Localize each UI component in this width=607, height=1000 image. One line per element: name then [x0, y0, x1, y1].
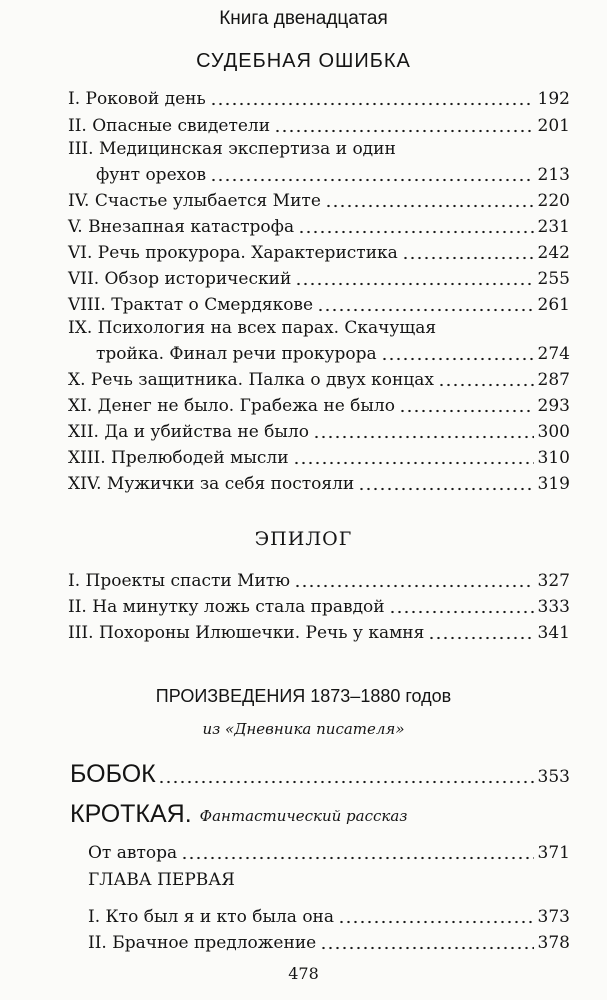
toc-entry[interactable] [68, 566, 570, 592]
works-title: ПРОИЗВЕДЕНИЯ 1873–1880 годов [155, 686, 452, 706]
entry-page: 373 [537, 907, 570, 927]
dot-leader [295, 268, 533, 286]
entry-page: 353 [537, 767, 570, 787]
dot-leader [210, 88, 534, 106]
entry-title: I. Роковой день [68, 89, 206, 109]
entry-title: VIII. Трактат о Смердякове [68, 295, 314, 315]
toc-entry[interactable] [68, 290, 570, 316]
entry-title: V. Внезапная катастрофа [68, 217, 295, 237]
entry-title: БОБОК [70, 760, 156, 788]
entry-page: 242 [537, 243, 570, 263]
toc-entry[interactable] [88, 902, 570, 928]
entry-title-line1: III. Медицинская экспертиза и один [68, 139, 396, 159]
entry-page: 213 [537, 165, 570, 185]
entry-page: 287 [537, 370, 570, 390]
dot-leader [402, 242, 534, 260]
entry-title: I. Проекты спасти Митю [68, 571, 291, 591]
dot-leader [317, 294, 533, 312]
entry-title: II. На минутку ложь стала правдой [68, 597, 385, 617]
page-number: 478 [288, 964, 319, 983]
dot-leader [381, 343, 534, 361]
toc-entry[interactable] [68, 238, 570, 264]
dot-leader [298, 216, 533, 234]
entry-page: 300 [537, 422, 570, 442]
toc-entry[interactable] [68, 417, 570, 443]
entry-page: 333 [537, 597, 570, 617]
entry-title: III. Похороны Илюшечки. Речь у камня [68, 623, 425, 643]
dot-leader [320, 932, 533, 950]
toc-entry[interactable] [68, 592, 570, 618]
toc-entry[interactable] [68, 391, 570, 417]
entry-page: 293 [537, 396, 570, 416]
krotkaya-title: КРОТКАЯ. [70, 800, 192, 828]
entry-page: 274 [537, 344, 570, 364]
toc-entry[interactable] [96, 339, 570, 365]
toc-entry[interactable] [68, 469, 570, 495]
entry-title: От автора [88, 843, 178, 863]
toc-entry[interactable] [68, 443, 570, 469]
dot-leader [358, 473, 533, 491]
toc-entry[interactable] [68, 84, 570, 110]
entry-title: II. Брачное предложение [88, 933, 317, 953]
entry-title: VII. Обзор исторический [68, 269, 292, 289]
dot-leader [294, 570, 533, 588]
entry-page: 201 [537, 116, 570, 136]
toc-entry[interactable] [68, 365, 570, 391]
entry-page: 231 [537, 217, 570, 237]
entry-title-line1: IX. Психология на всех парах. Скачущая [68, 318, 437, 338]
krotkaya-subtitle: Фантастический рассказ [199, 807, 408, 825]
entry-title: I. Кто был я и кто была она [88, 907, 335, 927]
entry-title: тройка. Финал речи прокурора [96, 344, 377, 364]
dot-leader [313, 421, 534, 439]
entry-page: 319 [537, 474, 570, 494]
book-title: СУДЕБНАЯ ОШИБКА [196, 50, 411, 72]
entry-title: XIV. Мужички за себя постояли [68, 474, 355, 494]
dot-leader [274, 115, 534, 133]
toc-entry[interactable] [88, 838, 570, 864]
toc-entry[interactable] [68, 618, 570, 644]
toc-entry[interactable] [88, 928, 570, 954]
chapter-heading: ГЛАВА ПЕРВАЯ [88, 870, 235, 890]
toc-entry[interactable] [68, 264, 570, 290]
entry-title: фунт орехов [96, 165, 207, 185]
entry-page: 371 [537, 843, 570, 863]
dot-leader [181, 842, 533, 860]
entry-page: 192 [537, 89, 570, 109]
dot-leader [428, 622, 533, 640]
entry-page: 341 [537, 623, 570, 643]
dot-leader [338, 906, 534, 924]
works-subtitle: из «Дневника писателя» [202, 720, 405, 738]
entry-title: XIII. Прелюбодей мысли [68, 448, 289, 468]
entry-title: XII. Да и убийства не было [68, 422, 309, 442]
dot-leader [399, 395, 534, 413]
entry-page: 310 [537, 448, 570, 468]
entry-page: 378 [537, 933, 570, 953]
epilogue-title: ЭПИЛОГ [254, 528, 353, 550]
entry-page: 261 [537, 295, 570, 315]
toc-entry[interactable] [96, 160, 570, 186]
toc-entry-bobok[interactable] [70, 760, 570, 788]
entry-title: X. Речь защитника. Палка о двух концах [68, 370, 434, 390]
entry-title: II. Опасные свидетели [68, 116, 271, 136]
entry-page: 327 [537, 571, 570, 591]
dot-leader [293, 447, 534, 465]
book-label: Книга двенадцатая [219, 8, 388, 29]
dot-leader [438, 369, 534, 387]
toc-entry[interactable] [68, 111, 570, 137]
dot-leader [158, 766, 534, 784]
entry-page: 220 [537, 191, 570, 211]
dot-leader [389, 596, 534, 614]
entry-title: XI. Денег не было. Грабежа не было [68, 396, 395, 416]
entry-title: IV. Счастье улыбается Мите [68, 191, 321, 211]
krotkaya-heading [70, 800, 407, 828]
dot-leader [210, 164, 534, 182]
toc-entry[interactable] [68, 186, 570, 212]
toc-entry[interactable] [68, 212, 570, 238]
entry-page: 255 [537, 269, 570, 289]
entry-title: VI. Речь прокурора. Характеристика [68, 243, 398, 263]
dot-leader [325, 190, 534, 208]
